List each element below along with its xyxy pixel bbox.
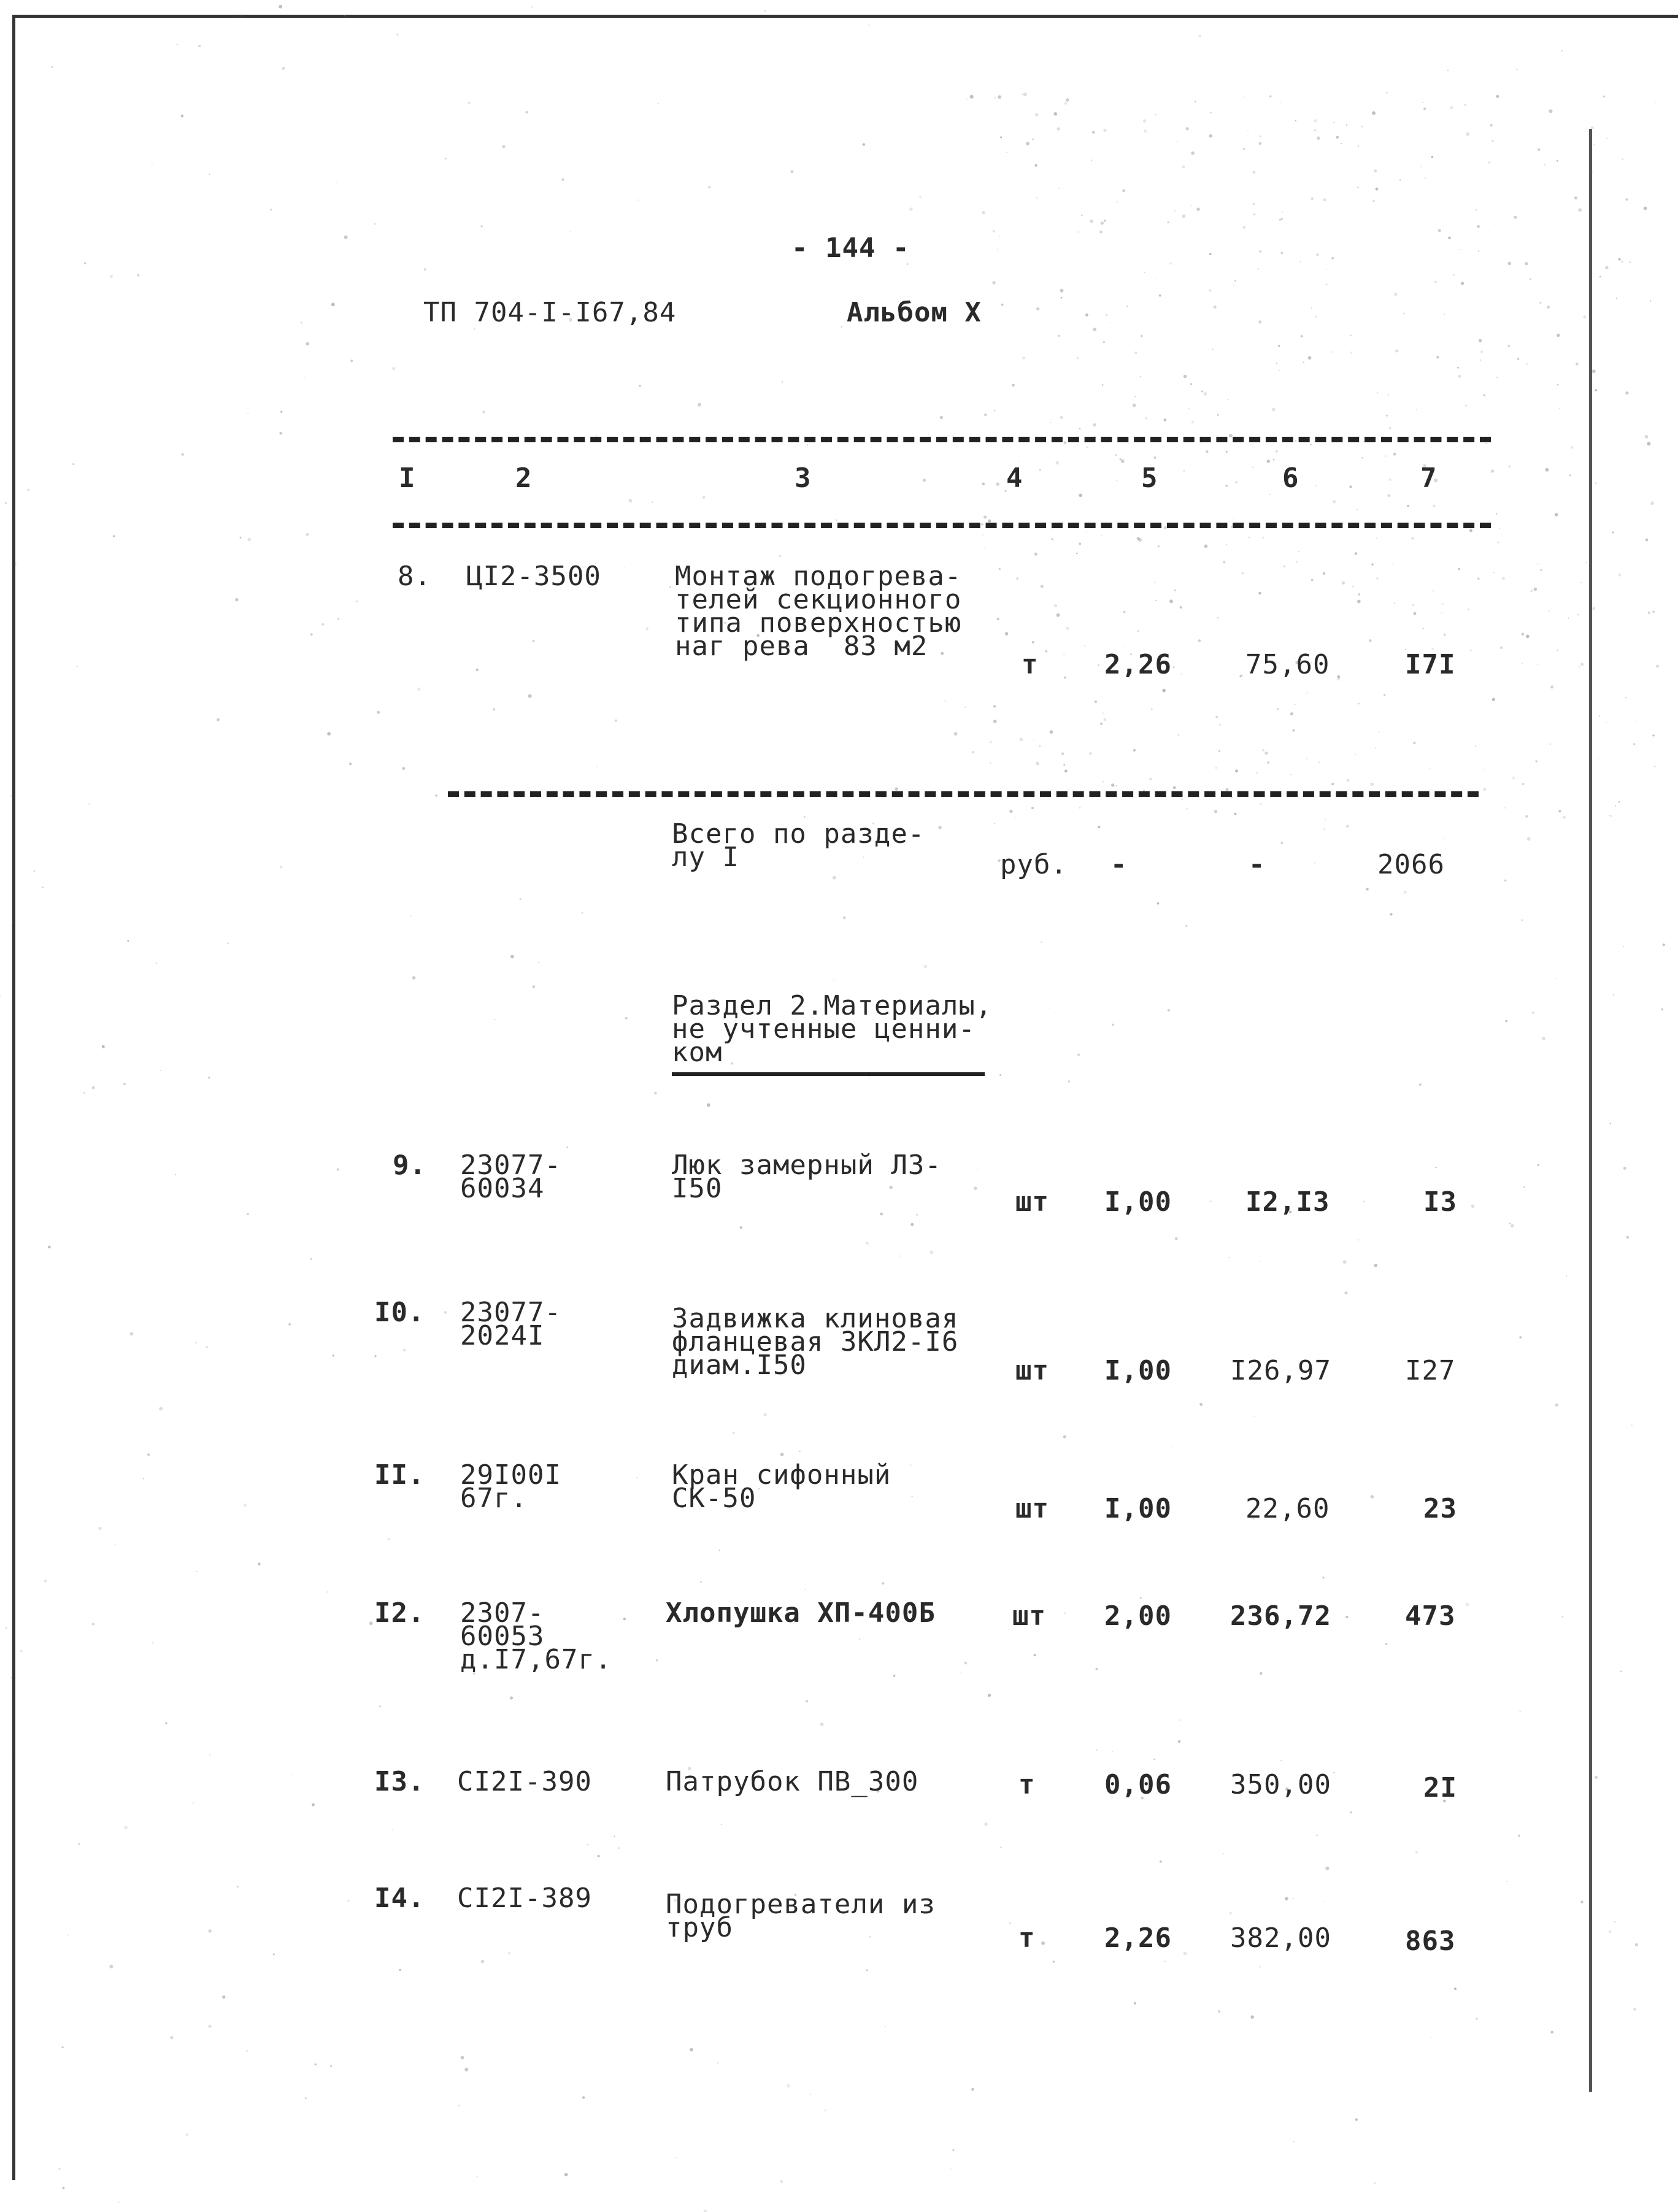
section-heading-line: Раздел 2.Материалы,	[672, 990, 993, 1021]
row-number: 9.	[393, 1150, 426, 1181]
row-total: 23	[1423, 1493, 1457, 1524]
row-name-line: фланцевая ЗКЛ2-I6	[672, 1326, 959, 1358]
col-5: 5	[1141, 463, 1158, 494]
row-number: I4.	[374, 1883, 425, 1914]
row-code-line: д.I7,67г.	[460, 1644, 612, 1675]
row-price: 22,60	[1245, 1493, 1330, 1524]
row-code-line: 67г.	[460, 1483, 528, 1514]
row-code-line: 2307-	[460, 1597, 545, 1629]
row-name-line: СК-50	[672, 1483, 756, 1514]
row-name-line: наг рева 83 м2	[675, 631, 928, 662]
row-unit: шт	[1012, 1600, 1046, 1632]
row-total: 863	[1405, 1926, 1456, 1957]
row-total: I27	[1405, 1355, 1456, 1386]
row-number: I3.	[374, 1766, 425, 1797]
row-total: I7I	[1405, 649, 1456, 680]
row-qty: I,00	[1104, 1355, 1172, 1386]
row-code-line: CI2I-389	[457, 1883, 592, 1914]
col-1: I	[399, 463, 416, 494]
col-6: 6	[1282, 463, 1299, 494]
subtotal-price: -	[1249, 849, 1266, 880]
row-name-line: Подогреватели из	[666, 1889, 936, 1920]
row-qty: 2,00	[1104, 1600, 1172, 1632]
row-name-line: диам.I50	[672, 1350, 807, 1381]
row-total: I3	[1423, 1186, 1457, 1218]
row-price: I26,97	[1230, 1355, 1331, 1386]
row-name-line: Патрубок ПВ_300	[666, 1766, 919, 1797]
subtotal-unit: руб.	[1000, 849, 1068, 880]
row-price: 75,60	[1245, 649, 1330, 680]
subtotal-total: 2066	[1377, 849, 1445, 880]
row-number: I0.	[374, 1297, 425, 1328]
row-unit: т	[1018, 1922, 1036, 1954]
row-unit: т	[1018, 1769, 1036, 1800]
row-qty: 2,26	[1104, 1922, 1172, 1954]
header-rule-bottom	[393, 523, 1491, 528]
row-qty: 2,26	[1104, 649, 1172, 680]
col-4: 4	[1006, 463, 1023, 494]
row-code-line: 60053	[460, 1621, 545, 1652]
row-price: 350,00	[1230, 1769, 1331, 1800]
row-name-line: труб	[666, 1912, 733, 1943]
section-heading-line: не учтенные ценни-	[672, 1013, 976, 1045]
row-code-line: 29I00I	[460, 1459, 561, 1491]
header-rule-top	[393, 437, 1491, 442]
row-total: 473	[1405, 1600, 1456, 1632]
col-7: 7	[1420, 463, 1437, 494]
page-number: - 144 -	[791, 232, 910, 264]
col-3: 3	[795, 463, 812, 494]
row-code-line: 23077-	[460, 1297, 561, 1328]
subtotal-name-line: лу I	[672, 842, 739, 873]
row-name-line: Задвижка клиновая	[672, 1303, 959, 1334]
margin-line	[1589, 129, 1592, 2092]
row-qty: I,00	[1104, 1186, 1172, 1218]
row-name-line: телей секционного	[675, 584, 962, 615]
row-price: 236,72	[1230, 1600, 1331, 1632]
col-2: 2	[515, 463, 533, 494]
row-name-line: Хлопушка ХП-400Б	[666, 1597, 936, 1629]
row-number: II.	[374, 1459, 425, 1491]
section-heading-underline	[672, 1072, 985, 1076]
row-name-line: Кран сифонный	[672, 1459, 891, 1491]
section-heading-line: ком	[672, 1037, 723, 1068]
row-name-line: I50	[672, 1173, 723, 1204]
sheet-edge-left	[12, 15, 15, 2180]
row-code-line: 60034	[460, 1173, 545, 1204]
row-number: 8.	[398, 561, 431, 592]
sheet-edge-top	[12, 15, 1678, 18]
row-name-line: типа поверхностью	[675, 607, 962, 639]
subtotal-name-line: Всего по разде-	[672, 818, 925, 850]
album-label: Альбом X	[847, 297, 982, 328]
row-code-line: 23077-	[460, 1150, 561, 1181]
subtotal-qty: -	[1110, 849, 1128, 880]
row-unit: шт	[1015, 1355, 1049, 1386]
row-number: I2.	[374, 1597, 425, 1629]
row-name-line: Люк замерный ЛЗ-	[672, 1150, 942, 1181]
row-unit: шт	[1015, 1493, 1049, 1524]
row-qty: 0,06	[1104, 1769, 1172, 1800]
row-unit: т	[1022, 649, 1039, 680]
subtotal-rule	[448, 791, 1479, 797]
row-price: I2,I3	[1245, 1186, 1330, 1218]
row-code: ЦI2-3500	[466, 561, 601, 592]
doc-code: ТП 704-I-I67,84	[423, 297, 677, 328]
row-name-line: Монтаж подогрева-	[675, 561, 962, 592]
row-qty: I,00	[1104, 1493, 1172, 1524]
row-code-line: 2024I	[460, 1320, 545, 1351]
row-code-line: CI2I-390	[457, 1766, 592, 1797]
row-unit: шт	[1015, 1186, 1049, 1218]
row-price: 382,00	[1230, 1922, 1331, 1954]
row-total: 2I	[1423, 1772, 1457, 1803]
